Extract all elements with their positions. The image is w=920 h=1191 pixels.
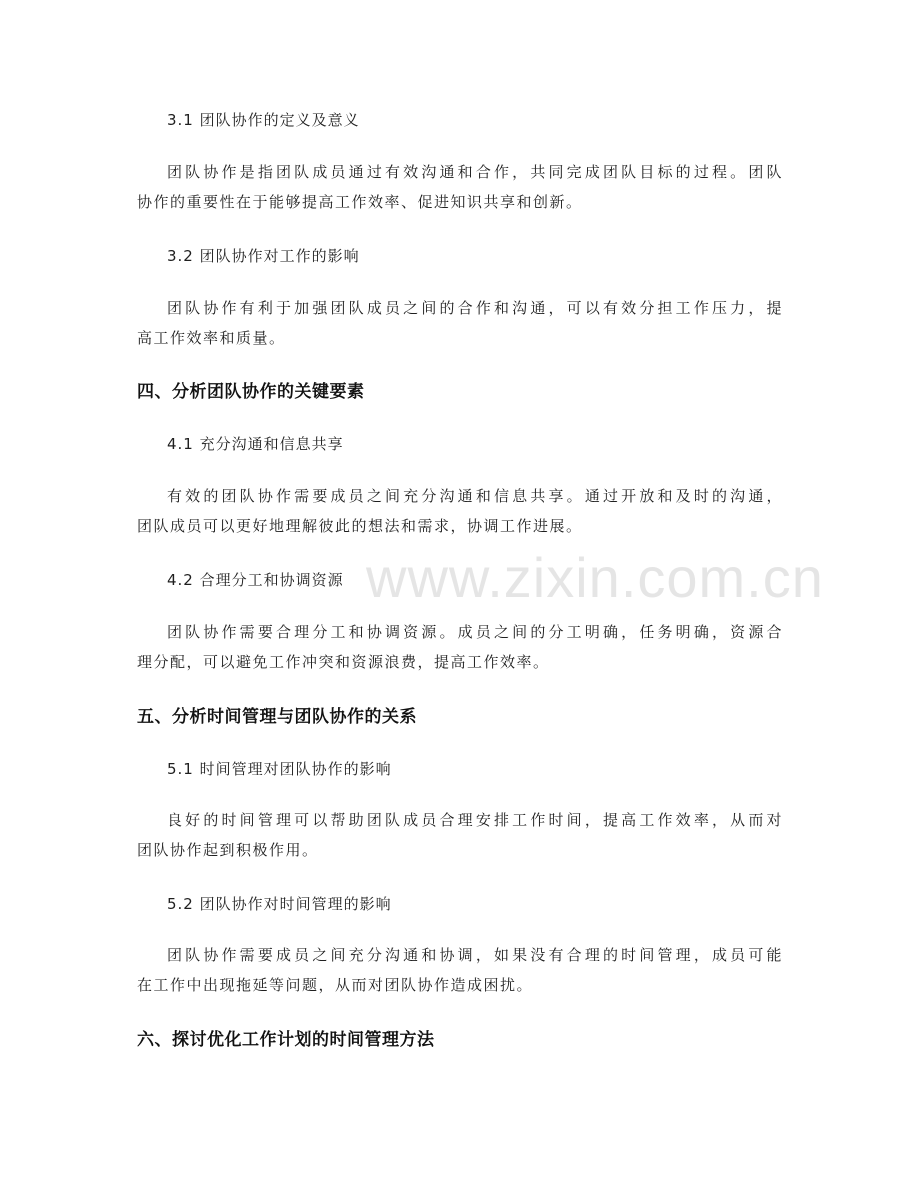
subsection-title-4-2: 4.2 合理分工和协调资源 xyxy=(167,571,344,589)
section-heading-5: 五、分析时间管理与团队协作的关系 xyxy=(137,707,417,727)
paragraph-line: 团队协作起到积极作用。 xyxy=(137,841,319,859)
site-watermark: www.zixin.com.cn xyxy=(366,546,824,609)
paragraph-3-1 xyxy=(137,157,783,217)
paragraph-5-1 xyxy=(137,805,783,865)
paragraph-5-2 xyxy=(137,940,783,1000)
paragraph-3-2 xyxy=(137,293,783,353)
paragraph-line: 有效的团队协作需要成员之间充分沟通和信息共享。通过开放和及时的沟通， xyxy=(167,487,783,505)
subsection-title-5-1: 5.1 时间管理对团队协作的影响 xyxy=(167,760,392,778)
paragraph-4-2 xyxy=(137,617,783,677)
subsection-title-4-1: 4.1 充分沟通和信息共享 xyxy=(167,435,344,453)
paragraph-line: 团队成员可以更好地理解彼此的想法和需求，协调工作进展。 xyxy=(137,517,583,535)
subsection-title-5-2: 5.2 团队协作对时间管理的影响 xyxy=(167,895,392,913)
subsection-title-3-2: 3.2 团队协作对工作的影响 xyxy=(167,247,360,265)
paragraph-line: 理分配，可以避免工作冲突和资源浪费，提高工作效率。 xyxy=(137,653,550,671)
paragraph-line: 高工作效率和质量。 xyxy=(137,329,286,347)
section-heading-4: 四、分析团队协作的关键要素 xyxy=(137,382,365,402)
section-heading-6: 六、探讨优化工作计划的时间管理方法 xyxy=(137,1030,435,1050)
subsection-title-3-1: 3.1 团队协作的定义及意义 xyxy=(167,111,360,129)
paragraph-line: 团队协作是指团队成员通过有效沟通和合作，共同完成团队目标的过程。团队 xyxy=(167,163,783,181)
paragraph-line: 在工作中出现拖延等问题，从而对团队协作造成困扰。 xyxy=(137,976,534,994)
paragraph-line: 良好的时间管理可以帮助团队成员合理安排工作时间，提高工作效率，从而对 xyxy=(167,811,783,829)
paragraph-4-1 xyxy=(137,481,783,541)
paragraph-line: 协作的重要性在于能够提高工作效率、促进知识共享和创新。 xyxy=(137,193,583,211)
paragraph-line: 团队协作需要合理分工和协调资源。成员之间的分工明确，任务明确，资源合 xyxy=(167,623,783,641)
paragraph-line: 团队协作有利于加强团队成员之间的合作和沟通，可以有效分担工作压力，提 xyxy=(167,299,783,317)
paragraph-line: 团队协作需要成员之间充分沟通和协调，如果没有合理的时间管理，成员可能 xyxy=(167,946,783,964)
